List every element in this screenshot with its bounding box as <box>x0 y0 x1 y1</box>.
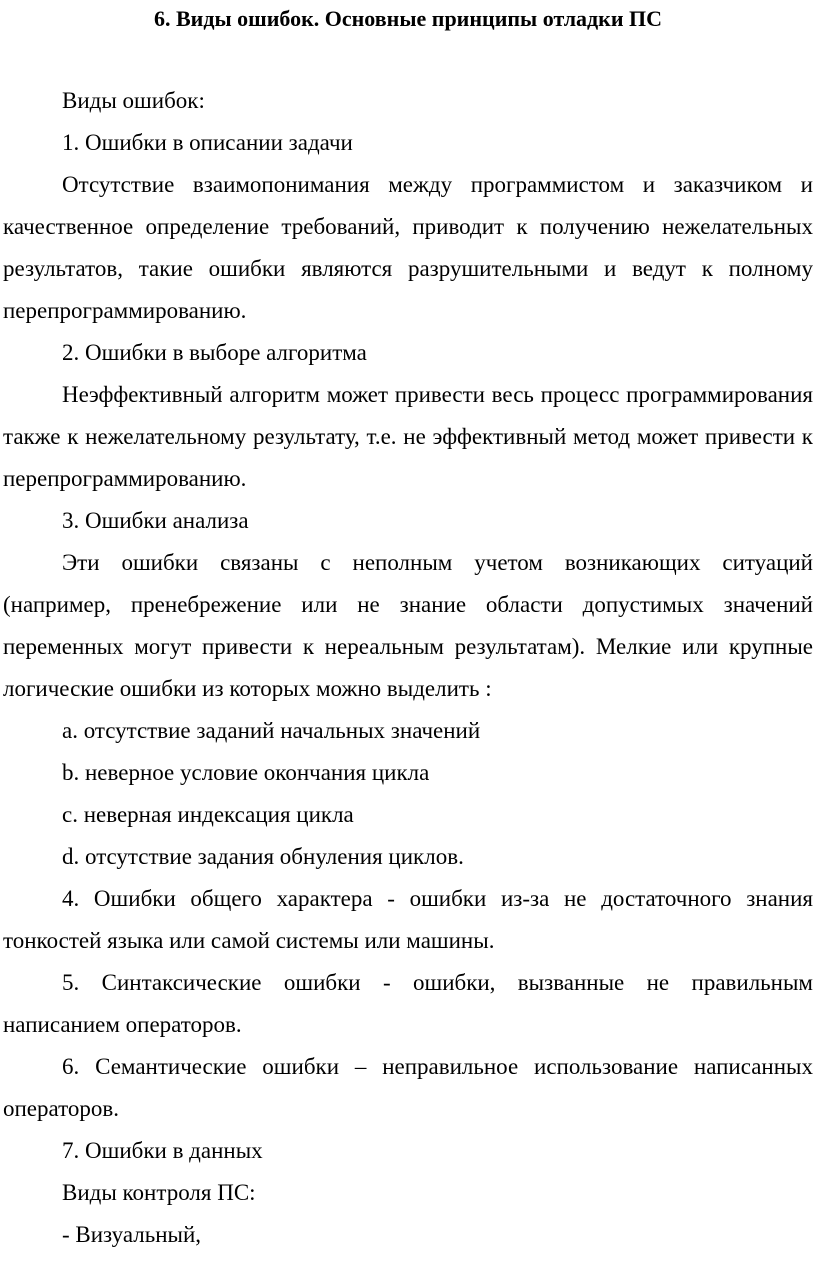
document-title: 6. Виды ошибок. Основные принципы отладки ПС <box>153 6 663 31</box>
list-item-algorithm-errors: 2. Ошибки в выборе алгоритма <box>62 340 367 365</box>
sublist-item-b: b. неверное условие окончания цикла <box>62 760 430 785</box>
sublist-item-a: a. отсутствие заданий начальных значений <box>62 718 481 743</box>
paragraph-analysis: Эти ошибки связаны с неполным учетом возникающих ситуаций (например, пренебрежение или не знание области допустимых значений переменных могут привести к нереальным результатам). Мелкие или крупные логические ошибки из которых можно выделить : <box>3 550 813 701</box>
list-item-data-errors: 7. Ошибки в данных <box>62 1138 263 1163</box>
section-heading-control-types: Виды контроля ПС: <box>62 1180 256 1205</box>
sublist-item-c: c. неверная индексация цикла <box>62 802 354 827</box>
paragraph-algorithm: Неэффективный алгоритм может привести весь процесс программирования также к нежелательному результату, т.е. не эффективный метод может привести к перепрограммированию. <box>3 382 813 491</box>
list-item-general-errors: 4. Ошибки общего характера - ошибки из-за не достаточного знания тонкостей языка или самой системы или машины. <box>3 886 813 953</box>
list-item-task-description-errors: 1. Ошибки в описании задачи <box>62 130 353 155</box>
paragraph-task-description: Отсутствие взаимопонимания между программистом и заказчиком и качественное определение требований, приводит к получению нежелательных результатов, такие ошибки являются разрушительными и ведут к полному перепрограммированию. <box>3 172 813 323</box>
list-item-semantic-errors: 6. Семантические ошибки – неправильное использование написанных операторов. <box>3 1054 813 1121</box>
list-item-syntax-errors: 5. Синтаксические ошибки - ошибки, вызванные не правильным написанием операторов. <box>3 970 813 1037</box>
list-item-analysis-errors: 3. Ошибки анализа <box>62 508 249 533</box>
sublist-item-d: d. отсутствие задания обнуления циклов. <box>62 844 464 869</box>
section-heading-error-types: Виды ошибок: <box>62 88 205 113</box>
list-item-visual-control: - Визуальный, <box>62 1222 202 1247</box>
document-body <box>3 80 813 1256</box>
